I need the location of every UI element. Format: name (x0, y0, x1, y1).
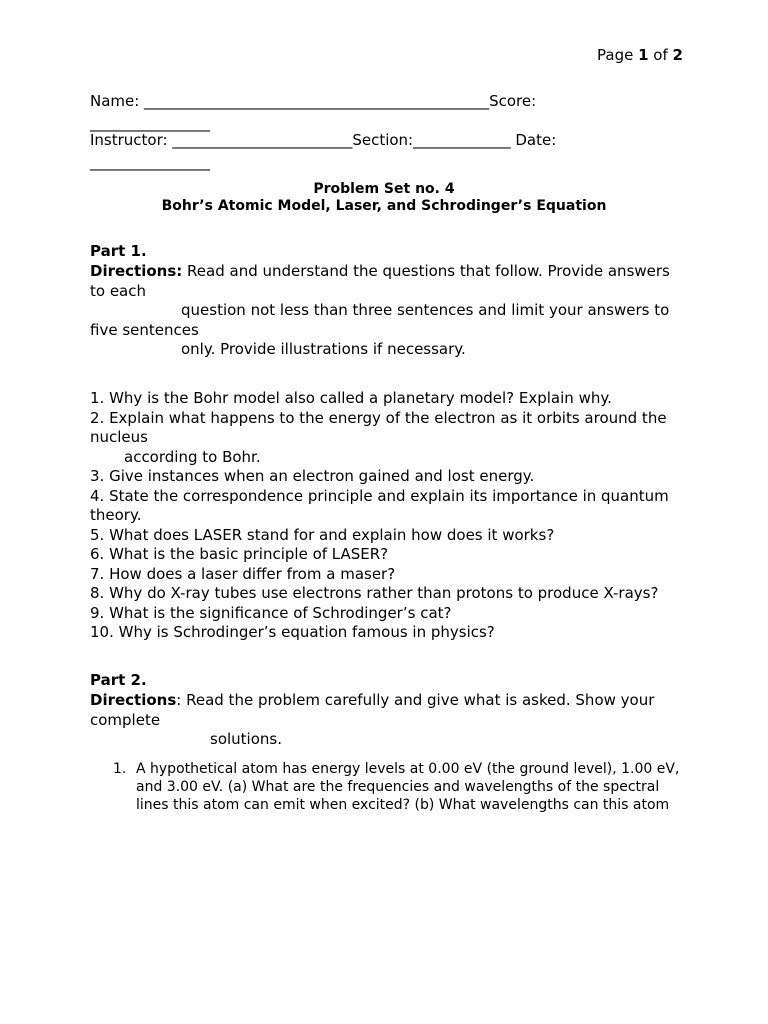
question-item-continuation: nucleus (90, 428, 148, 446)
document-subtitle: Bohr’s Atomic Model, Laser, and Schrodinger’s Equation (161, 198, 607, 214)
part2-directions-line2: complete (90, 710, 161, 729)
question-item-continuation: according to Bohr. (124, 447, 261, 466)
score-blank: ________________ (90, 114, 210, 132)
part1-question-list (90, 389, 690, 643)
part2-directions-line3: solutions. (210, 730, 282, 748)
date-blank: ________________ (90, 153, 210, 171)
part1-directions-line4: five sentences (90, 320, 199, 339)
part2-directions-label: Directions (90, 691, 177, 709)
page-total: 2 (672, 46, 683, 64)
part1-heading: Part 1. (90, 242, 147, 260)
question-item: 3. Give instances when an electron gained and lost energy. (90, 467, 535, 485)
question-item: 7. How does a laser differ from a maser? (90, 564, 396, 583)
page-of: of (648, 46, 673, 64)
page-indicator (597, 46, 683, 66)
name-score-line: Name: ______________________________________________Score: (90, 92, 537, 110)
document-title: Problem Set no. 4 (313, 181, 455, 197)
part1-directions-line3: question not less than three sentences and limit your answers to (181, 301, 670, 319)
part2-heading: Part 2. (90, 671, 147, 689)
problem-text (136, 760, 696, 814)
question-item: 1. Why is the Bohr model also called a planetary model? Explain why. (90, 389, 612, 407)
part1-directions-text: Read and understand the questions that follow. Provide answers (182, 262, 670, 280)
part1-directions-line2: to each (90, 281, 147, 300)
part1-directions-line5: only. Provide illustrations if necessary. (181, 340, 466, 358)
part1-directions-label: Directions: (90, 262, 183, 280)
question-item-continuation: theory. (90, 506, 142, 524)
part2-directions (90, 691, 690, 750)
question-item: 5. What does LASER stand for and explain how does it works? (90, 525, 555, 544)
problem-line: A hypothetical atom has energy levels at 0.00 eV (the ground level), 1.00 eV, (136, 761, 680, 777)
problem-line: lines this atom can emit when excited? (b) What wavelengths can this atom (136, 797, 670, 813)
question-item: 10. Why is Schrodinger’s equation famous in physics? (90, 623, 495, 641)
question-item: 6. What is the basic principle of LASER? (90, 545, 389, 563)
page-prefix: Page (597, 46, 639, 64)
part1-directions (90, 262, 690, 360)
question-item: 9. What is the significance of Schrodinger’s cat? (90, 603, 452, 622)
part2-directions-text: : Read the problem carefully and give what is asked. Show your (176, 691, 655, 709)
instructor-section-date-line: Instructor: ________________________Section:_____________ Date: (90, 131, 557, 149)
question-item: 8. Why do X-ray tubes use electrons rather than protons to produce X-rays? (90, 584, 659, 602)
problem-line: and 3.00 eV. (a) What are the frequencies and wavelengths of the spectral (136, 779, 660, 795)
problem-number: 1. (113, 761, 127, 777)
question-item: 4. State the correspondence principle and explain its importance in quantum (90, 486, 669, 505)
page-current: 1 (638, 46, 649, 64)
question-item: 2. Explain what happens to the energy of the electron as it orbits around the (90, 408, 667, 427)
